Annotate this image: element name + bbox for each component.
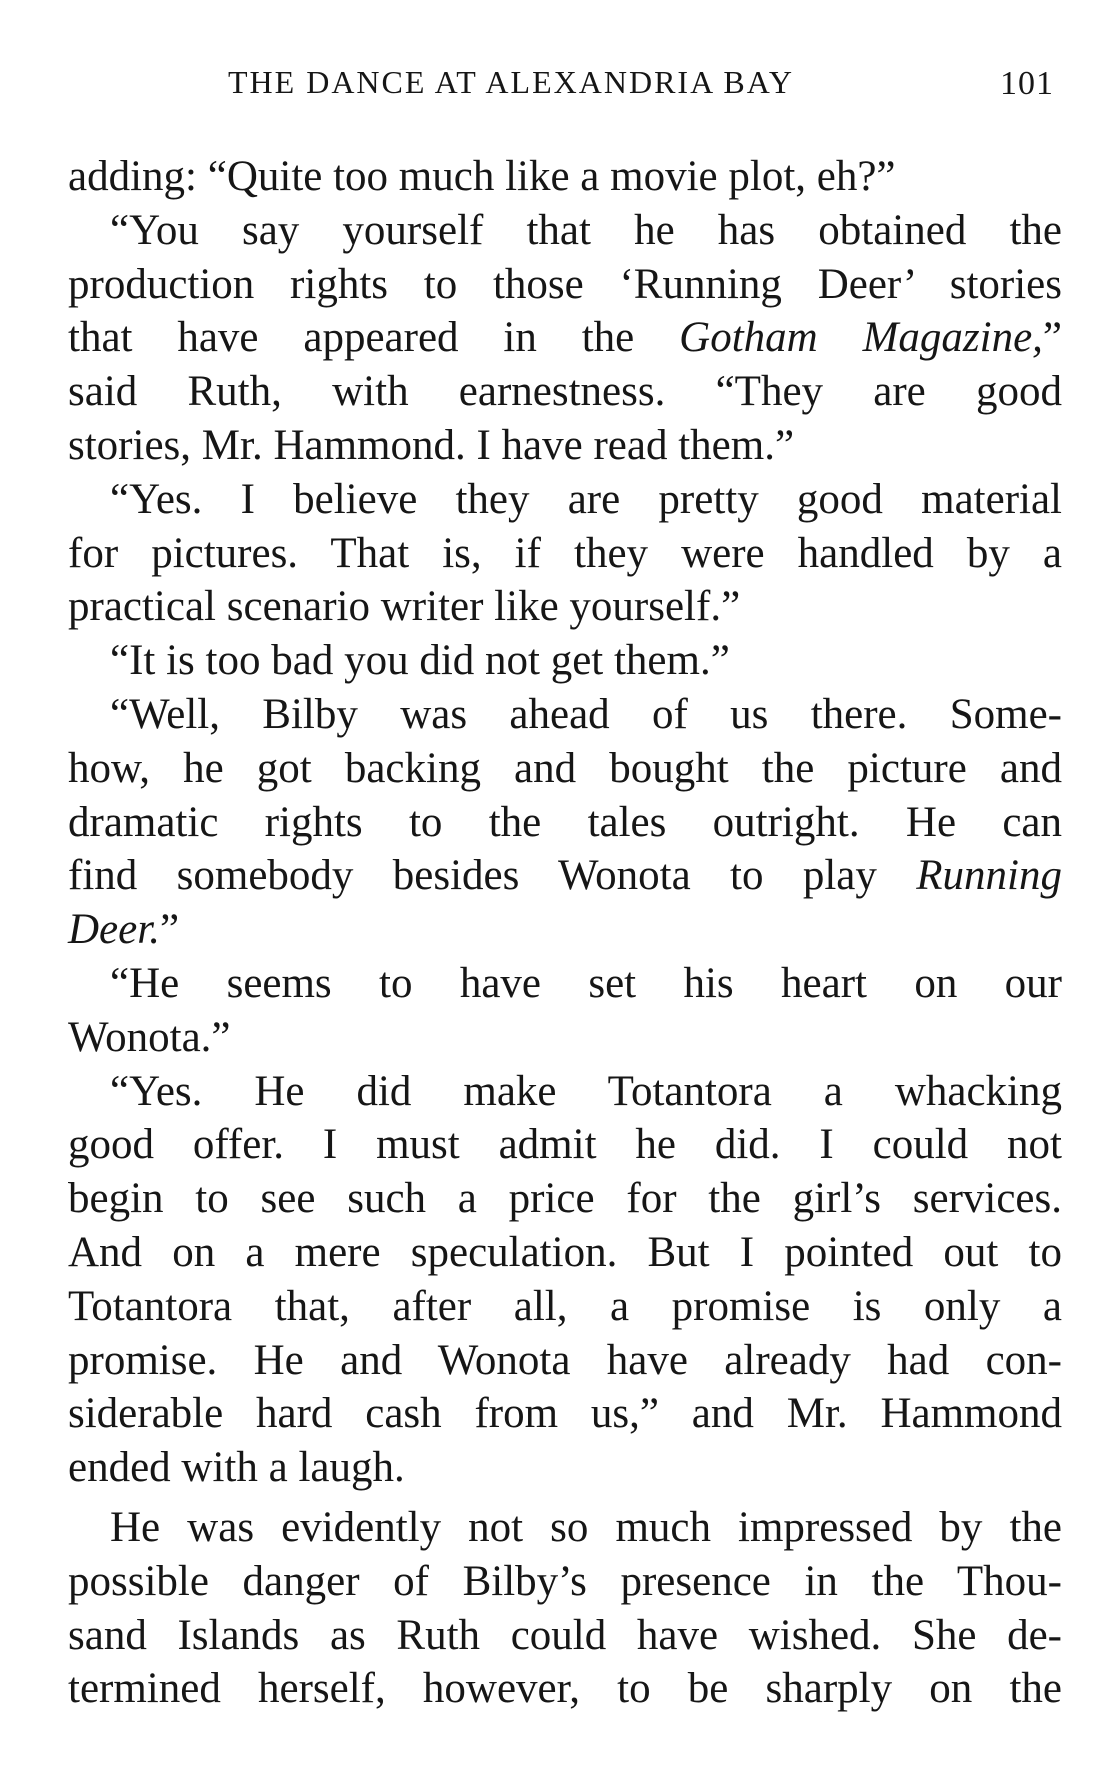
text-segment: And on a mere speculation. But I pointed out to [68,1228,1062,1276]
text-segment: Totantora that, after all, a promise is only a [68,1282,1062,1330]
text-segment: how, he got backing and bought the picture and [68,744,1062,792]
text-line [68,527,1062,581]
text-segment: dramatic rights to the tales outright. He can [68,798,1062,846]
text-line [68,796,1062,850]
text-segment: for pictures. That is, if they were handled by a [68,529,1062,577]
text-line [68,365,1062,419]
italic-text: Gotham Magazine, [679,314,1043,362]
text-segment: stories, Mr. Hammond. I have read them.” [68,421,795,469]
text-segment: “Well, Bilby was ahead of us there. Some- [110,690,1062,738]
text-line [68,1501,1062,1555]
text-line [68,688,1062,742]
text-line [68,311,1062,365]
page-number: 101 [1000,65,1054,102]
text-line [68,1226,1062,1280]
text-segment: that have appeared in the [68,314,680,362]
text-line [68,1662,1062,1716]
text-line [68,1334,1062,1388]
text-segment: practical scenario writer like yourself.” [68,583,741,631]
text-line [68,1555,1062,1609]
text-line [68,1387,1062,1441]
text-segment: termined herself, however, to be sharply on the [68,1665,1062,1713]
text-segment: siderable hard cash from us,” and Mr. Hammond [68,1390,1062,1438]
text-segment: adding: “Quite too much like a movie plot, eh?” [68,153,896,200]
text-line [68,1280,1062,1334]
text-segment: sand Islands as Ruth could have wished. She de- [68,1611,1062,1659]
text-segment: find somebody besides Wonota to play [68,852,917,900]
text-segment: ” [1042,314,1062,362]
text-segment: Wonota.” [68,1013,231,1061]
text-segment: ” [159,906,180,954]
running-head [68,58,1064,106]
text-segment: production rights to those ‘Running Deer’ stories [68,260,1062,308]
running-title: THE DANCE AT ALEXANDRIA BAY [228,64,795,100]
text-line [68,1609,1062,1663]
italic-text: Deer. [68,906,160,954]
text-segment: promise. He and Wonota have already had con- [68,1336,1062,1384]
text-segment: He was evidently not so much impressed by the [110,1503,1062,1551]
text-line [68,1172,1062,1226]
text-line [68,1011,1062,1065]
text-line [68,473,1062,527]
text-line [68,419,1062,473]
text-segment: “You say yourself that he has obtained the [110,206,1062,254]
text-segment: “Yes. He did make Totantora a whacking [110,1067,1062,1115]
text-segment: begin to see such a price for the girl’s services. [68,1175,1062,1223]
text-segment: “He seems to have set his heart on our [110,959,1062,1007]
text-line [68,1118,1062,1172]
text-segment: said Ruth, with earnestness. “They are good [68,368,1062,416]
text-line [68,150,1062,204]
body-text [68,150,1062,1716]
text-line [68,957,1062,1011]
text-line [68,742,1062,796]
text-line [68,849,1062,903]
text-line [68,580,1062,634]
italic-text: Running [916,852,1062,900]
text-line [68,1441,1062,1495]
text-segment: “It is too bad you did not get them.” [110,637,730,685]
text-line [68,204,1062,258]
text-segment: ended with a laugh. [68,1444,405,1492]
text-segment: good offer. I must admit he did. I could not [68,1121,1062,1169]
text-segment: “Yes. I believe they are pretty good material [110,475,1062,523]
text-line [68,1065,1062,1119]
text-line [68,634,1062,688]
text-segment: possible danger of Bilby’s presence in the Thou- [68,1557,1062,1605]
text-line [68,258,1062,312]
text-line [68,903,1062,957]
